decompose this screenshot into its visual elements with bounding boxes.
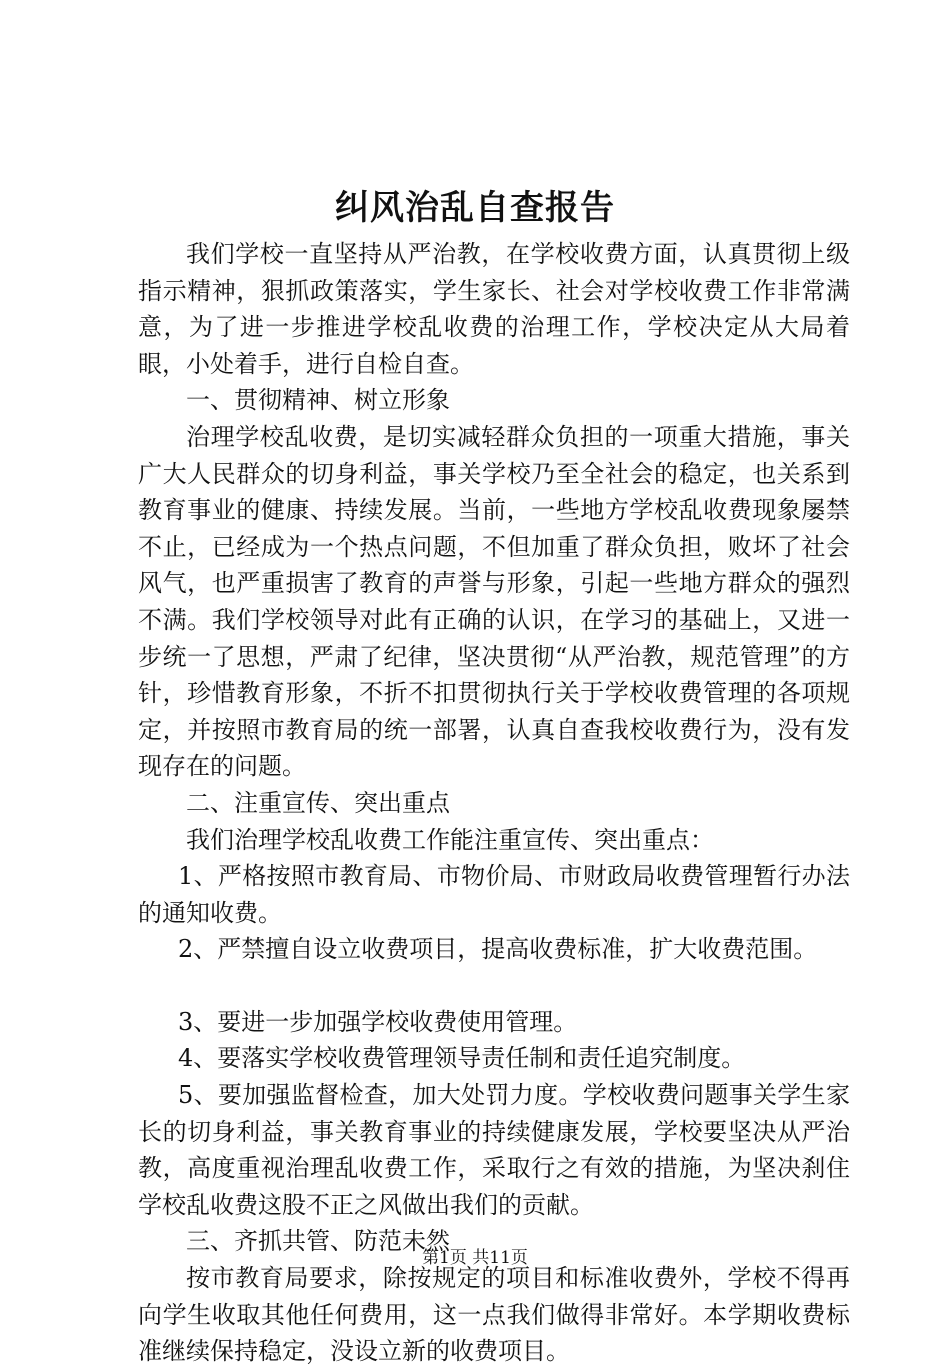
section-heading-1: 一、贯彻精神、树立形象 [186,386,450,415]
page-footer: 第1页 共11页 [422,1248,528,1268]
section-heading-2: 二、注重宣传、突出重点 [186,788,450,817]
list-item-4: 4、要落实学校收费管理领导责任制和责任追究制度。 [178,1044,746,1073]
section-1-paragraph: 治理学校乱收费，是切实减轻群众负担的一项重大措施，事关广大人民群众的切身利益，事关学校乃至全社会的稳定，也关系到教育事业的健康、持续发展。当前，一些地方学校乱收费现象屡禁不止，已经成为一个热点问题，不但加重了群众负担，败坏了社会风气，也严重损害了教育的声誉与形象，引起一些地方群众的强烈不满。我们学校领导对此有正确的认识，在学习的基础上，又进一步统一了思想，严肃了纪律，坚决贯彻“从严治教，规范管理”的方针，珍惜教育形象，不折不扣贯彻执行关于学校收费管理的各项规定，并按照市教育局的统一部署，认真自查我校收费行为，没有发现存在的问题。 [138,422,850,781]
list-item-1: 1、严格按照市教育局、市物价局、市财政局收费管理暂行办法的通知收费。 [138,862,850,927]
intro-paragraph: 我们学校一直坚持从严治教，在学校收费方面，认真贯彻上级指示精神，狠抓政策落实，学生家长、社会对学校收费工作非常满意，为了进一步推进学校乱收费的治理工作，学校决定从大局着眼，小处着手，进行自检自查。 [138,240,850,378]
list-item-5: 5、要加强监督检查，加大处罚力度。学校收费问题事关学生家长的切身利益，事关教育事业的持续健康发展，学校要坚决从严治教，高度重视治理乱收费工作，采取行之有效的措施，为坚决刹住学校乱收费这股不正之风做出我们的贡献。 [138,1081,850,1219]
list-item-3: 3、要进一步加强学校收费使用管理。 [178,1007,578,1036]
section-2-intro: 我们治理学校乱收费工作能注重宣传、突出重点： [186,825,714,854]
blank-line [138,968,850,1004]
section-3-paragraph: 按市教育局要求，除按规定的项目和标准收费外，学校不得再向学生收取其他任何费用，这一点我们做得非常好。本学期收费标准继续保持稳定，没设立新的收费项目。 [138,1264,850,1366]
section-heading-3: 三、齐抓共管、防范未然 [186,1227,450,1256]
document-body [138,236,850,1370]
list-item-2: 2、严禁擅自设立收费项目，提高收费标准，扩大收费范围。 [178,935,818,964]
document-title: 纠风治乱自查报告 [335,188,615,228]
